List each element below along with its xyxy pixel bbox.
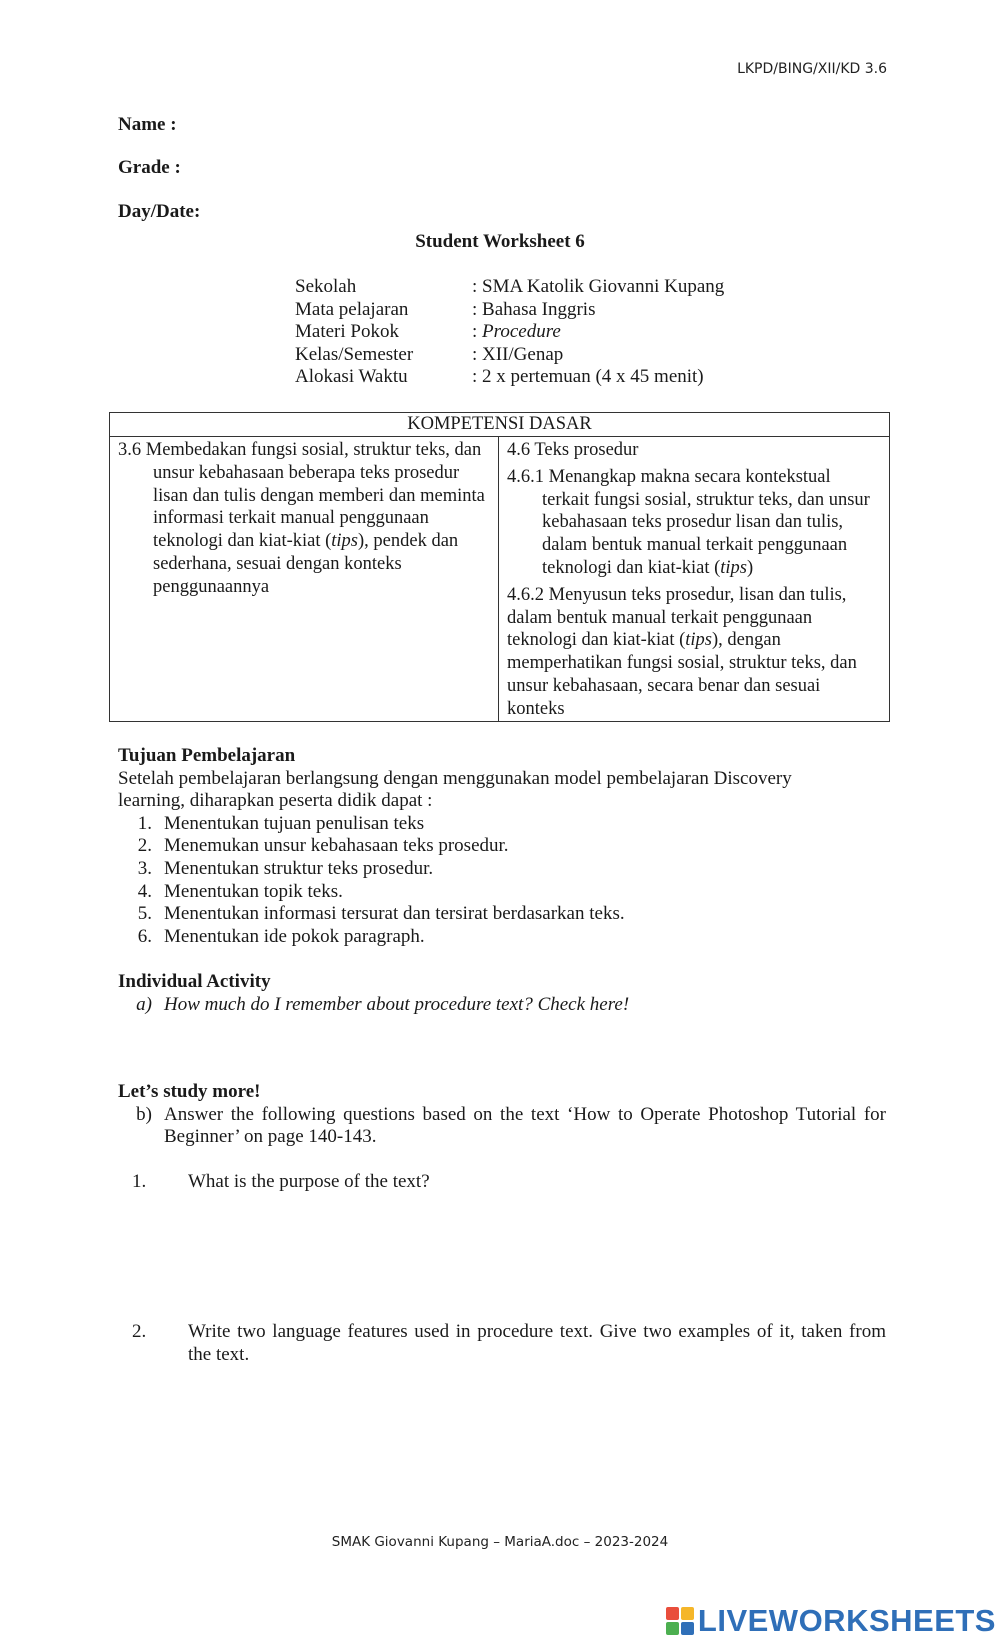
info-key: Mata pelajaran bbox=[295, 298, 409, 320]
individual-activity-heading: Individual Activity bbox=[118, 971, 271, 992]
study-instruction bbox=[118, 1104, 886, 1149]
list-number: 6. bbox=[137, 925, 152, 947]
individual-activity-section bbox=[118, 971, 878, 1016]
info-key: Kelas/Semester bbox=[295, 343, 414, 365]
study-heading: Let’s study more! bbox=[118, 1081, 261, 1102]
question-text: Write two language features used in procedure text. Give two examples of it, taken from the text. bbox=[188, 1321, 886, 1365]
info-value: : 2 x pertemuan (4 x 45 menit) bbox=[472, 366, 704, 388]
kompetensi-left-cell bbox=[110, 437, 499, 722]
info-block bbox=[295, 276, 724, 389]
document-code: LKPD/BING/XII/KD 3.6 bbox=[737, 61, 887, 77]
kd-4-6-1-text: 4.6.1 Menangkap makna secara kontekstual terkait fungsi sosial, struktur teks, dan unsur kebahasaan teks prosedur lisan dan tulis, dalam bentuk manual terkait penggunaan teknologi dan kiat-kiat (tips) bbox=[507, 466, 870, 578]
page-footer: SMAK Giovanni Kupang – MariaA.doc – 2023-2024 bbox=[331, 1534, 669, 1550]
list-item bbox=[118, 881, 818, 904]
worksheet-title: Student Worksheet 6 bbox=[415, 231, 585, 252]
info-value: : Procedure bbox=[472, 321, 561, 343]
info-row-sekolah bbox=[295, 276, 724, 299]
day-date-field-label: Day/Date: bbox=[118, 201, 201, 222]
info-value: : XII/Genap bbox=[472, 343, 564, 365]
kd-4-6-2-text: 4.6.2 Menyusun teks prosedur, lisan dan tulis, dalam bentuk manual terkait penggunaan teknologi dan kiat-kiat (tips), dengan memperhatikan fungsi sosial, struktur teks, dan unsur kebahasaan, secara benar dan sesuai konteks bbox=[507, 584, 857, 719]
liveworksheets-brand[interactable] bbox=[666, 1603, 996, 1639]
list-text: Menentukan struktur teks prosedur. bbox=[164, 857, 434, 879]
info-key: Alokasi Waktu bbox=[295, 366, 408, 388]
name-field-label: Name : bbox=[118, 114, 177, 135]
list-item bbox=[118, 903, 818, 926]
question-text: What is the purpose of the text? bbox=[188, 1171, 430, 1192]
individual-activity-item bbox=[118, 994, 878, 1017]
item-label: b) bbox=[136, 1103, 152, 1125]
list-number: 2. bbox=[137, 835, 152, 857]
list-item bbox=[118, 926, 818, 949]
info-key: Materi Pokok bbox=[295, 321, 399, 343]
liveworksheets-logo-icon bbox=[666, 1607, 694, 1635]
question-number: 1. bbox=[132, 1171, 147, 1192]
question-2 bbox=[132, 1321, 886, 1366]
info-value: : SMA Katolik Giovanni Kupang bbox=[472, 276, 725, 297]
list-number: 4. bbox=[137, 880, 152, 902]
study-section bbox=[118, 1081, 886, 1149]
question-number: 2. bbox=[132, 1321, 147, 1342]
info-key: Sekolah bbox=[295, 276, 357, 297]
list-item bbox=[118, 858, 818, 881]
question-1 bbox=[132, 1171, 886, 1194]
tujuan-section bbox=[118, 745, 818, 948]
item-label: a) bbox=[136, 993, 152, 1015]
list-item bbox=[118, 835, 818, 858]
info-value: : Bahasa Inggris bbox=[472, 298, 596, 320]
list-text: Menentukan tujuan penulisan teks bbox=[164, 812, 425, 834]
info-row-kelas bbox=[295, 344, 724, 367]
tujuan-list bbox=[118, 813, 818, 949]
kompetensi-right-cell bbox=[499, 437, 889, 722]
list-number: 1. bbox=[137, 812, 152, 834]
grade-field-label: Grade : bbox=[118, 157, 181, 178]
kompetensi-body bbox=[110, 437, 889, 722]
list-number: 5. bbox=[137, 903, 152, 925]
info-row-mapel bbox=[295, 299, 724, 322]
kd-4-6-title: 4.6 Teks prosedur bbox=[507, 440, 639, 460]
list-number: 3. bbox=[137, 857, 152, 879]
list-text: Menemukan unsur kebahasaan teks prosedur. bbox=[164, 835, 509, 857]
kd-3-6-text: 3.6 Membedakan fungsi sosial, struktur teks, dan unsur kebahasaan beberapa teks prosedur lisan dan tulis dengan memberi dan meminta informasi terkait manual penggunaan teknologi dan kiat-kiat (tips), pendek dan sederhana, sesuai dengan konteks penggunaannya bbox=[118, 440, 485, 597]
brand-text: LIVEWORKSHEETS bbox=[697, 1603, 996, 1638]
list-text: Menentukan informasi tersurat dan tersirat berdasarkan teks. bbox=[164, 903, 625, 925]
tujuan-intro: Setelah pembelajaran berlangsung dengan menggunakan model pembelajaran Discovery learning, diharapkan peserta didik dapat : bbox=[118, 767, 792, 812]
individual-activity-text: How much do I remember about procedure text? Check here! bbox=[164, 993, 630, 1015]
kompetensi-heading: KOMPETENSI DASAR bbox=[110, 413, 889, 437]
list-text: Menentukan topik teks. bbox=[164, 880, 343, 902]
study-instruction-text: Answer the following questions based on the text ‘How to Operate Photoshop Tutorial for Beginner’ on page 140-143. bbox=[164, 1103, 886, 1148]
kompetensi-dasar-table bbox=[109, 412, 890, 722]
tujuan-heading: Tujuan Pembelajaran bbox=[118, 745, 296, 766]
list-item bbox=[118, 813, 818, 836]
list-text: Menentukan ide pokok paragraph. bbox=[164, 925, 425, 947]
info-row-materi bbox=[295, 321, 724, 344]
info-row-alokasi bbox=[295, 366, 724, 389]
